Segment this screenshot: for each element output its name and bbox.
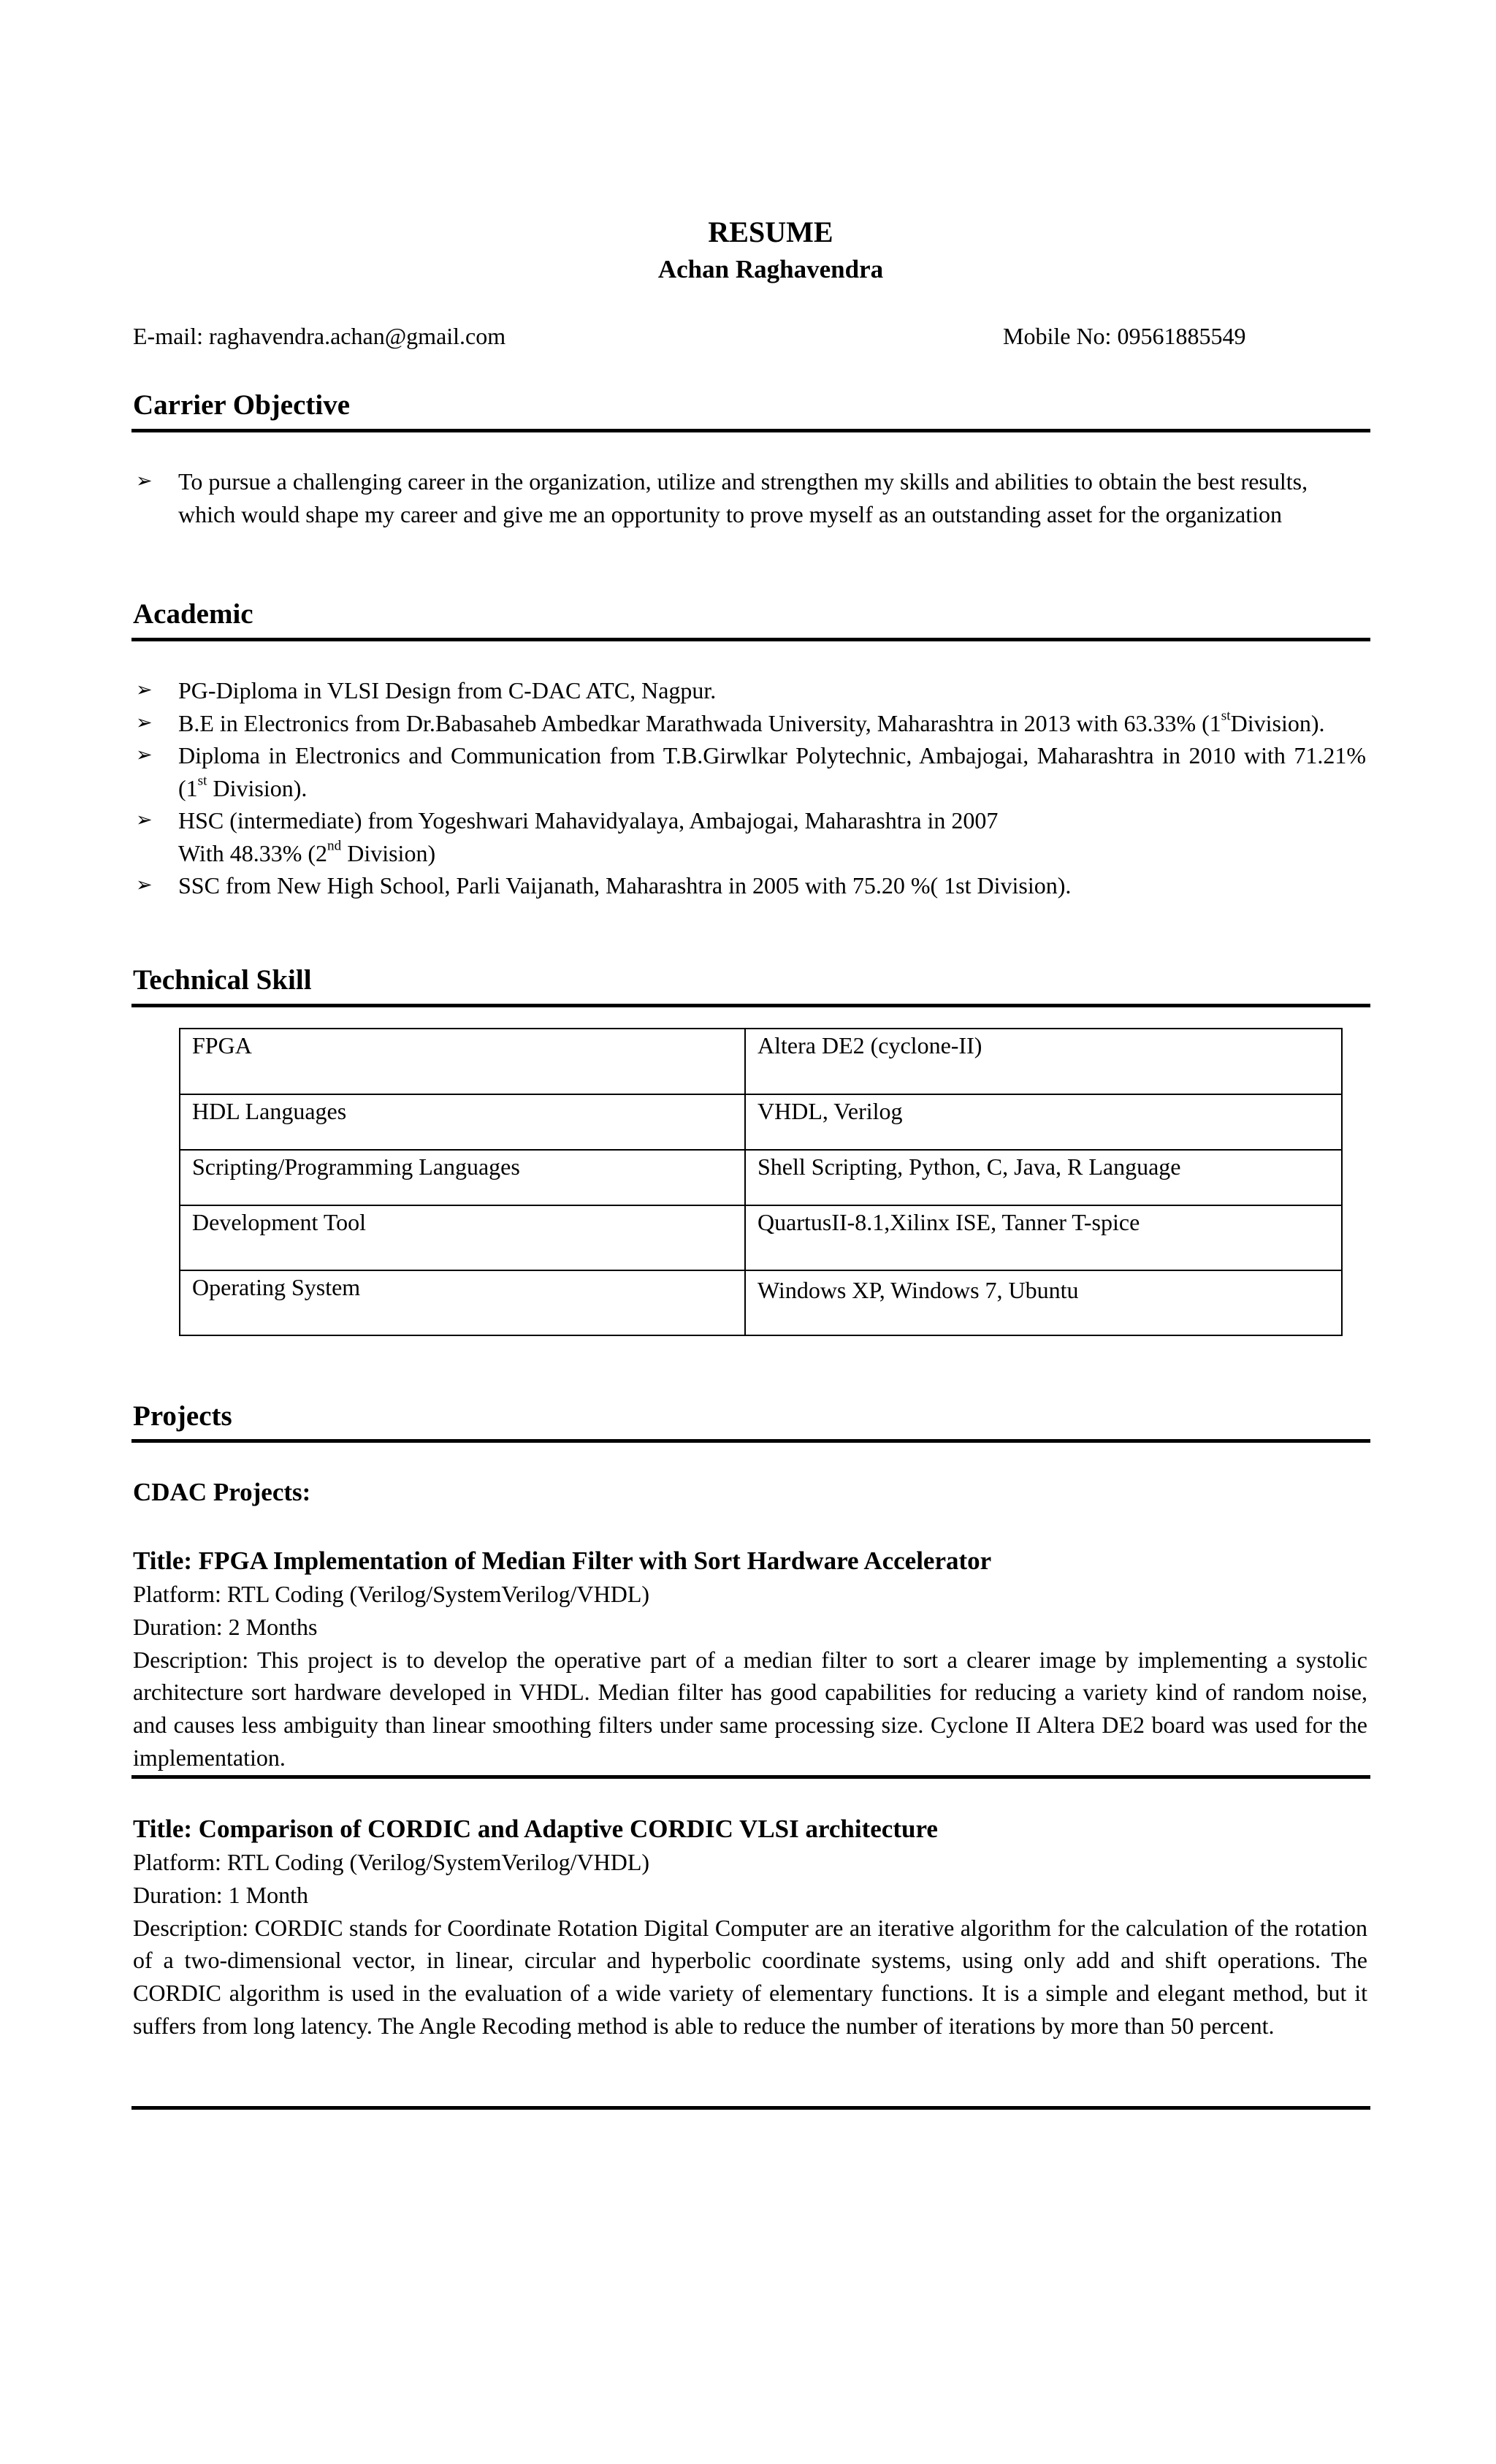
skill-label: Scripting/Programming Languages [180, 1150, 745, 1205]
skills-table [179, 1028, 1343, 1336]
ordinal-suffix: st [197, 773, 207, 789]
project-title: Title: FPGA Implementation of Median Filter with Sort Hardware Accelerator [133, 1546, 992, 1575]
project-duration: Duration: 1 Month [133, 1881, 308, 1908]
page-end-divider [131, 2106, 1370, 2110]
objective-heading: Carrier Objective [133, 389, 351, 421]
project-platform: Platform: RTL Coding (Verilog/SystemVerilog/VHDL) [133, 1581, 650, 1607]
skill-value: Altera DE2 (cyclone-II) [745, 1029, 1342, 1094]
list-item [178, 869, 1366, 902]
table-row [180, 1150, 1342, 1205]
ordinal-suffix: st [1221, 708, 1231, 724]
academic-item-text: Division). [1230, 709, 1325, 736]
ordinal-suffix: nd [327, 838, 342, 854]
skill-value: Windows XP, Windows 7, Ubuntu [745, 1270, 1342, 1335]
list-item [178, 674, 1366, 707]
project-description: Description: This project is to develop the operative part of a median filter to sort a clearer image by implementing a systolic architecture sort hardware developed in VHDL. Median filter has good capabilities for reducing a variety kind of random noise, and causes less ambiguity than linear smoothing filters under same processing size. Cyclone II Altera DE2 board was used for the implementation. [133, 1646, 1367, 1771]
academic-item-text: Division) [341, 839, 436, 866]
skill-value: QuartusII-8.1,Xilinx ISE, Tanner T-spice [745, 1205, 1342, 1270]
list-item [178, 739, 1366, 804]
project-platform: Platform: RTL Coding (Verilog/SystemVerilog/VHDL) [133, 1849, 650, 1875]
academic-item-text: With 48.33% (2 [178, 839, 328, 866]
list-item [178, 837, 1366, 870]
project-title: Title: Comparison of CORDIC and Adaptive CORDIC VLSI architecture [133, 1815, 938, 1843]
skill-label: Operating System [180, 1270, 745, 1335]
academic-divider [131, 638, 1370, 641]
skill-value: Shell Scripting, Python, C, Java, R Language [745, 1150, 1342, 1205]
skills-divider [131, 1004, 1370, 1007]
academic-item-text: Diploma in Electronics and Communication from T.B.Girwlkar Polytechnic, Ambajogai, Maharashtra in 2010 with 71.21% (1 [178, 742, 1366, 801]
project-duration: Duration: 2 Months [133, 1613, 318, 1640]
table-row [180, 1029, 1342, 1094]
project-entry [133, 1544, 1367, 1774]
projects-subheading: CDAC Projects: [133, 1478, 311, 1506]
academic-item-text: B.E in Electronics from Dr.Babasaheb Ambedkar Marathwada University, Maharashtra in 2013 with 63.33% (1 [178, 709, 1221, 736]
skill-label: HDL Languages [180, 1094, 745, 1150]
academic-list [178, 674, 1366, 902]
skill-value: VHDL, Verilog [745, 1094, 1342, 1150]
mobile-text: Mobile No: 09561885549 [1003, 323, 1246, 349]
list-item [178, 804, 1366, 837]
project-description: Description: CORDIC stands for Coordinate Rotation Digital Computer are an iterative algorithm for the calculation of the rotation of a two-dimensional vector, in linear, circular and hyperbolic coordinate systems, using only add and shift operations. The CORDIC algorithm is used in the evaluation of a wide variety of elementary functions. It is a simple and elegant method, but it suffers from long latency. The Angle Recoding method is able to reduce the number of iterations by more than 50 percent. [133, 1914, 1367, 2039]
objective-item [178, 465, 1366, 530]
academic-item-text: SSC from New High School, Parli Vaijanath, Maharashtra in 2005 with 75.20 %( 1st Division). [178, 872, 1072, 899]
table-row [180, 1094, 1342, 1150]
skill-label: Development Tool [180, 1205, 745, 1270]
projects-heading: Projects [133, 1400, 232, 1432]
resume-title: RESUME [708, 215, 833, 248]
list-item [178, 707, 1366, 740]
academic-heading: Academic [133, 598, 253, 630]
candidate-name: Achan Raghavendra [657, 255, 884, 283]
academic-item-text: PG-Diploma in VLSI Design from C-DAC ATC, Nagpur. [178, 677, 717, 703]
objective-text: To pursue a challenging career in the organization, utilize and strengthen my skills and abilities to obtain the best results, which would shape my career and give me an opportunity to prove myself as an outstanding asset for the organization [178, 468, 1308, 527]
objective-list [178, 465, 1366, 530]
objective-divider [131, 429, 1370, 432]
academic-item-text: HSC (intermediate) from Yogeshwari Mahavidyalaya, Ambajogai, Maharashtra in 2007 [178, 807, 999, 834]
skill-label: FPGA [180, 1029, 745, 1094]
email-text: E-mail: raghavendra.achan@gmail.com [133, 323, 506, 349]
skills-heading: Technical Skill [133, 964, 312, 996]
project-divider [131, 1775, 1370, 1779]
table-row [180, 1205, 1342, 1270]
project-entry [133, 1812, 1367, 2042]
table-row [180, 1270, 1342, 1335]
projects-divider [131, 1439, 1370, 1443]
academic-item-text: Division). [207, 774, 308, 801]
